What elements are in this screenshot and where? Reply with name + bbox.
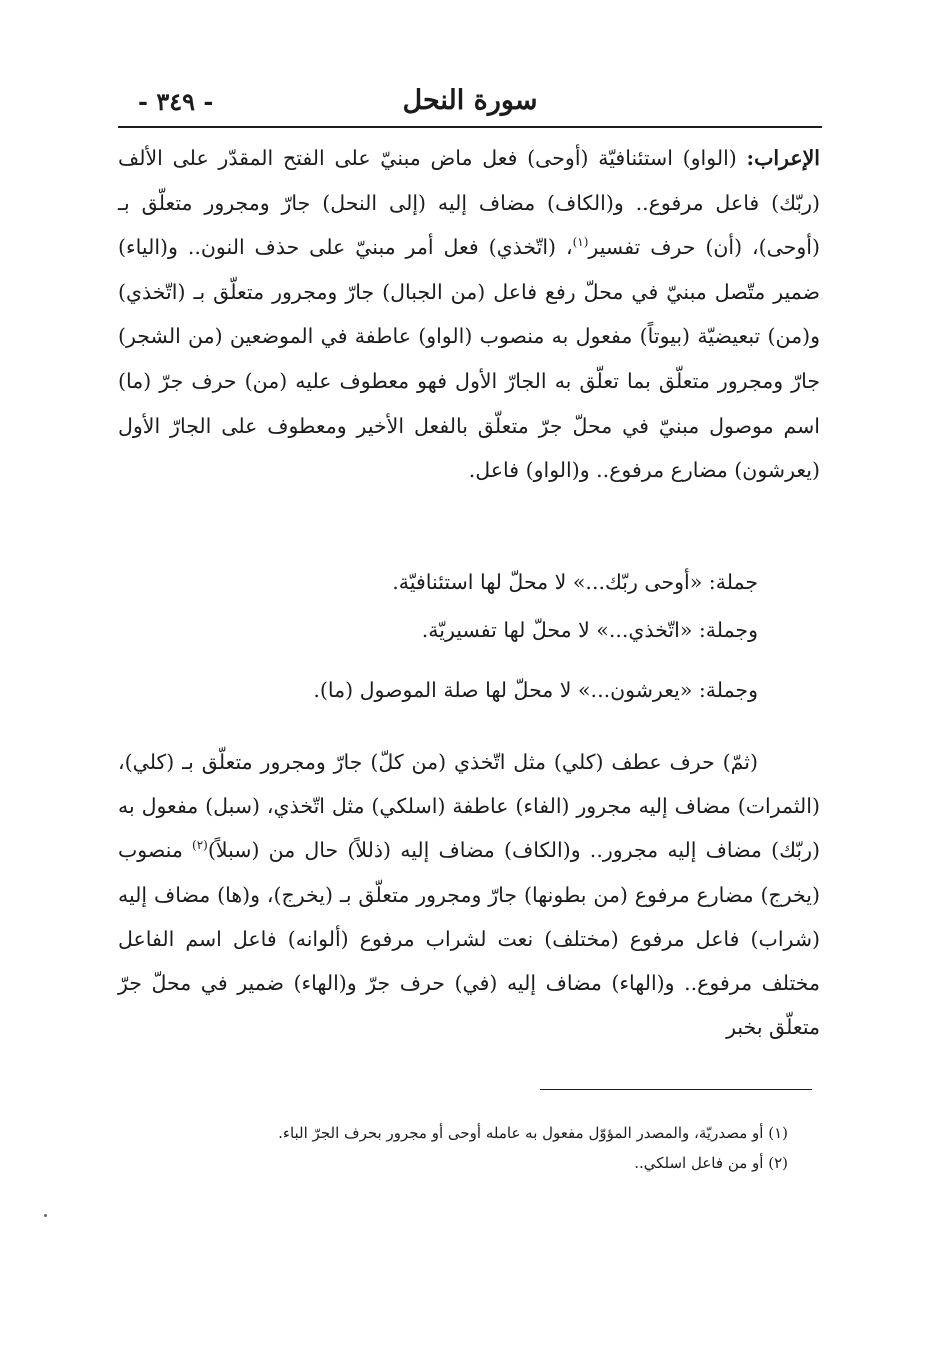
footnote-2: (٢) أو من فاعل اسلكي.. [634, 1154, 788, 1172]
surah-title: سورة النحل [402, 85, 538, 116]
page-header [118, 80, 822, 124]
paragraph-2 [118, 740, 820, 1049]
paragraph-1 [118, 136, 820, 493]
second-paragraph [118, 740, 820, 1049]
footnote-rule [540, 1089, 812, 1090]
paragraph-1-text-b: ، (اتّخذي) فعل أمر مبنيّ على حذف النون.. و(الياء) ضمير متّصل مبنيّ في محلّ رفع فاعل (من الجبال) جارّ ومجرور متعلّق بـ (اتّخذي) و(من) تبعيضيّة (بيوتاً) مفعول به منصوب (الواو) عاطفة في الموضعين (من الشجر) جارّ ومجرور متعلّق بما تعلّق به الجارّ الأول فهو معطوف عليه (من) حرف جرّ (ما) اسم موصول مبنيّ في محلّ جرّ متعلّق بالفعل الأخير ومعطوف على الجارّ الأول (يعرشون) مضارع مرفوع.. و(الواو) فاعل. [118, 235, 820, 483]
footnote-ref-2: (٢) [192, 838, 208, 853]
footnote-ref-1: (١) [572, 235, 589, 250]
footnotes [118, 1118, 788, 1178]
sentence-1: جملة: «أوحى ربّك...» لا محلّ لها استئنافيّة. [392, 570, 758, 594]
sentence-3: وجملة: «يعرشون...» لا محلّ لها صلة الموصول (ما). [313, 678, 758, 702]
paragraph-2-text-a: (ثمّ) حرف عطف (كلي) مثل اتّخذي (من كلّ) جارّ ومجرور متعلّق بـ (كلي)، (الثمرات) مضاف إليه مجرور (الفاء) عاطفة (اسلكي) مثل اتّخذي، (سبل) مفعول به (ربّك) مضاف إليه مجرور.. و(الكاف) مضاف إليه (ذللاً) حال من (سبلاً) [118, 750, 820, 863]
header-rule [118, 126, 822, 128]
sentence-2: وجملة: «اتّخذي...» لا محلّ لها تفسيريّة. [421, 618, 758, 642]
paragraph-1-text-a: (الواو) استئنافيّة (أوحى) فعل ماض مبنيّ على الفتح المقدّر على الألف (ربّك) فاعل مرفوع.. و(الكاف) مضاف إليه (إلى النحل) جارّ ومجرور متعلّق بـ (أوحى)، (أن) حرف تفسير [118, 146, 821, 260]
irab-lead-term: الإعراب: [746, 146, 820, 170]
scan-speck [44, 1214, 47, 1217]
footnote-1: (١) أو مصدريّة، والمصدر المؤوّل مفعول به عامله أوحى أو مجرور بحرف الجرّ الباء. [278, 1124, 788, 1142]
irab-paragraph [118, 136, 820, 493]
page-number: - ٣٤٩ - [138, 87, 214, 116]
paragraph-2-text-b: منصوب (يخرج) مضارع مرفوع (من بطونها) جارّ ومجرور متعلّق بـ (يخرج)، و(ها) مضاف إليه (شراب) فاعل مرفوع (مختلف) نعت لشراب مرفوع (ألوانه) فاعل اسم الفاعل مختلف مرفوع.. و(الهاء) مضاف إليه (في) حرف جرّ و(الهاء) ضمير في محلّ جرّ متعلّق بخبر [118, 838, 820, 1040]
